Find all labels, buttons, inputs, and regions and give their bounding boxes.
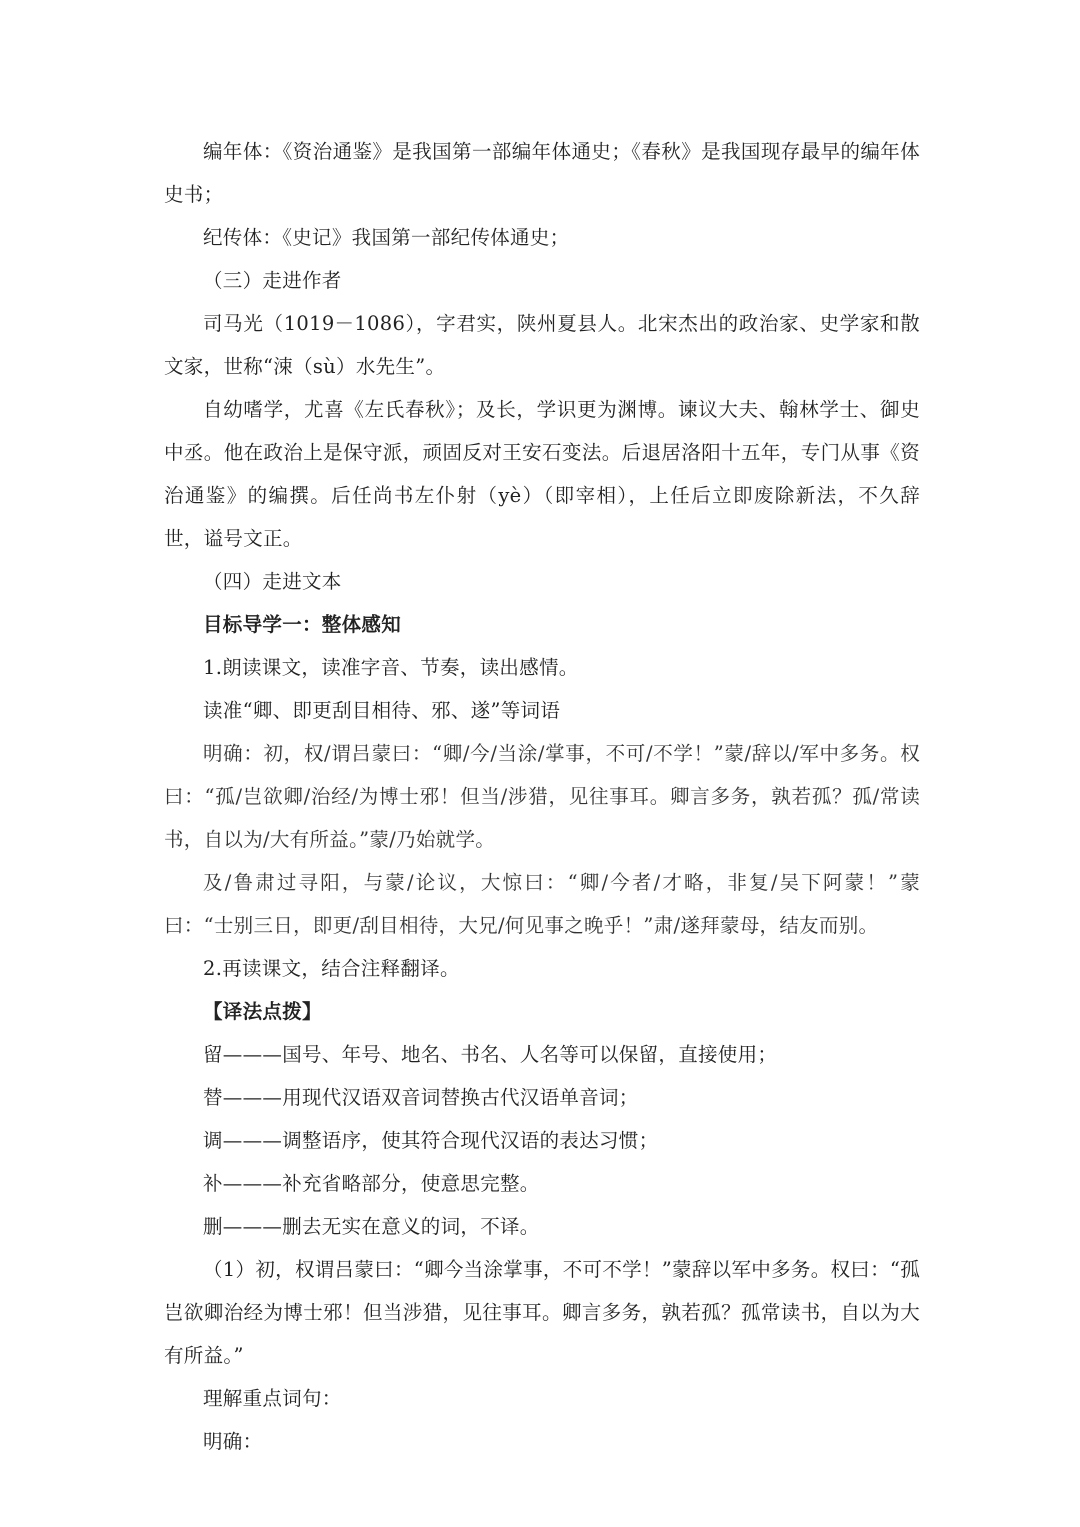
paragraph-chronicle-style: 编年体：《资治通鉴》是我国第一部编年体通史；《春秋》是我国现存最早的编年体史书； xyxy=(164,140,920,206)
tip-reorder: 调———调整语序，使其符合现代汉语的表达习惯； xyxy=(203,1129,659,1152)
excerpt-1: （1）初，权谓吕蒙曰：“卿今当涂掌事，不可不学！”蒙辞以军中多务。权曰：“孤岂欲卿治经为博士邪！但当涉猎，见往事耳。卿言多务，孰若孤？孤常读书，自以为大有所益。” xyxy=(164,1258,920,1367)
tip-keep: 留———国号、年号、地名、书名、人名等可以保留，直接使用； xyxy=(203,1043,778,1066)
goal-heading: 目标导学一：整体感知 xyxy=(203,613,402,636)
answer-rhythm-part1: 明确：初，权/谓吕蒙曰：“卿/今/当涂/掌事，不可/不学！”蒙/辞以/军中多务。权曰：“孤/岂欲卿/治经/为博士邪！但当/涉猎，见往事耳。卿言多务，孰若孤？孤/常读书，自以为/大有所益。”蒙/乃始就学。 xyxy=(164,742,920,851)
task-read-aloud: 1.朗读课文，读准字音、节奏，读出感情。 xyxy=(203,656,579,679)
tip-replace: 替———用现代汉语双音词替换古代汉语单音词； xyxy=(203,1086,639,1109)
answer-rhythm-part2: 及/鲁肃过寻阳，与蒙/论议，大惊曰：“卿/今者/才略，非复/吴下阿蒙！”蒙曰：“士别三日，即更/刮目相待，大兄/何见事之晚乎！”肃/遂拜蒙母，结友而别。 xyxy=(164,871,920,937)
section-heading-text: （四）走进文本 xyxy=(203,570,342,593)
paragraph-biography-style: 纪传体：《史记》我国第一部纪传体通史； xyxy=(203,226,570,249)
tip-delete: 删———删去无实在意义的词，不译。 xyxy=(203,1215,540,1238)
translation-tips-heading: 【译法点拨】 xyxy=(203,1000,322,1023)
section-heading-author: （三）走进作者 xyxy=(203,269,342,292)
answer-label: 明确： xyxy=(203,1430,263,1453)
document-page xyxy=(164,130,920,1463)
task-translate: 2.再读课文，结合注释翻译。 xyxy=(203,957,460,980)
paragraph-author-career: 自幼嗜学，尤喜《左氏春秋》；及长，学识更为渊博。谏议大夫、翰林学士、御史中丞。他在政治上是保守派，顽固反对王安石变法。后退居洛阳十五年，专门从事《资治通鉴》的编撰。后任尚书左仆射（yè）（即宰相），上任后立即废除新法，不久辞世，谥号文正。 xyxy=(164,398,920,550)
tip-supplement: 补———补充省略部分，使意思完整。 xyxy=(203,1172,540,1195)
task-pronunciation: 读准“卿、即更刮目相待、邪、遂”等词语 xyxy=(203,699,561,722)
paragraph-author-intro: 司马光（1019－1086），字君实，陕州夏县人。北宋杰出的政治家、史学家和散文家，世称“涑（sù）水先生”。 xyxy=(164,312,920,378)
key-phrases-label: 理解重点词句： xyxy=(203,1387,342,1410)
